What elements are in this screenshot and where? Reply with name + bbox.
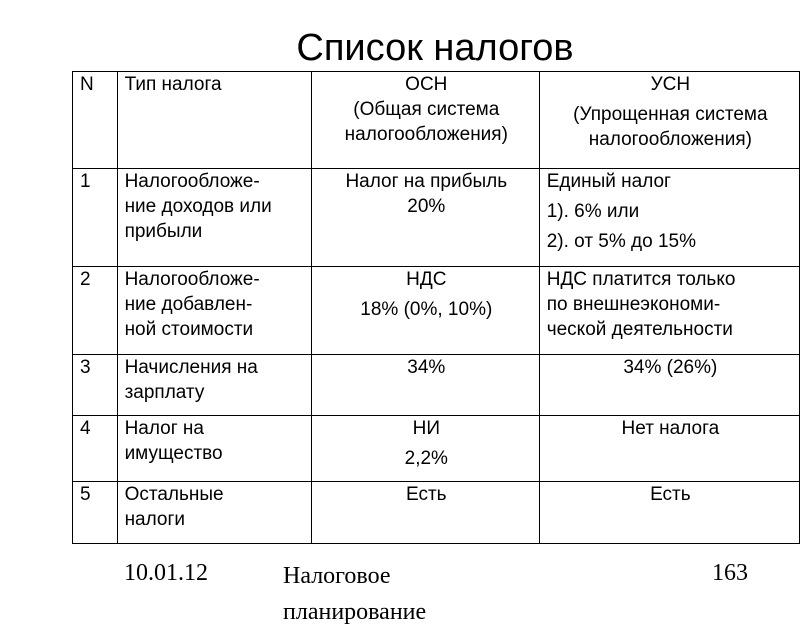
row-usn: Единый налог 1). 6% или 2). от 5% до 15% [539, 169, 799, 267]
row-n: 1 [73, 169, 118, 267]
row-type: Налогообложе- ние добавлен- ной стоимости [117, 267, 311, 355]
header-usn: УСН (Упрощенная система налогообложения) [539, 72, 799, 169]
row-osn: 34% [311, 355, 539, 416]
row-type: Налогообложе- ние доходов или прибыли [117, 169, 311, 267]
table-row [73, 169, 800, 267]
row-osn: НДС 18% (0%, 10%) [311, 267, 539, 355]
row-type: Остальные налоги [117, 482, 311, 544]
header-osn: ОСН (Общая система налогообложения) [311, 72, 539, 169]
row-n: 4 [73, 416, 118, 482]
footer-title: Налоговое планирование [283, 563, 427, 625]
row-n: 2 [73, 267, 118, 355]
row-type: Начисления на зарплату [117, 355, 311, 416]
row-n: 5 [73, 482, 118, 544]
row-type: Налог на имущество [117, 416, 311, 482]
header-n: N [73, 72, 118, 169]
row-osn: Есть [311, 482, 539, 544]
table-row [73, 482, 800, 544]
header-type: Тип налога [117, 72, 311, 169]
row-n: 3 [73, 355, 118, 416]
row-osn: НИ 2,2% [311, 416, 539, 482]
row-usn: НДС платится только по внешнеэкономи- ческой деятельности [539, 267, 799, 355]
page-title: Список налогов [296, 27, 574, 69]
table-header-row [73, 72, 800, 169]
table-row [73, 267, 800, 355]
tax-table [72, 71, 800, 544]
row-usn: Есть [539, 482, 799, 544]
table-row [73, 355, 800, 416]
footer-page-number: 163 [712, 560, 748, 586]
table-row [73, 416, 800, 482]
row-usn: Нет налога [539, 416, 799, 482]
footer-date: 10.01.12 [124, 560, 208, 586]
row-osn: Налог на прибыль 20% [311, 169, 539, 267]
row-usn: 34% (26%) [539, 355, 799, 416]
